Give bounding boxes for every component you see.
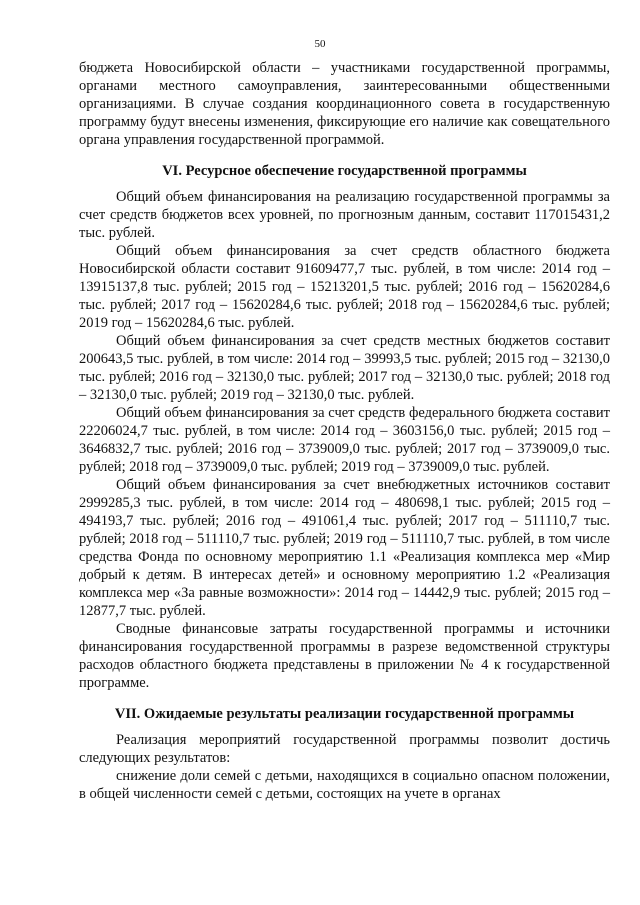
page-number: 50 bbox=[314, 38, 326, 50]
section-7-paragraph-1: Реализация мероприятий государственной программы позволит достичь следующих результатов: bbox=[79, 732, 610, 766]
section-7-heading: VII. Ожидаемые результаты реализации государственной программы bbox=[114, 706, 575, 722]
section-6-paragraph-4: Общий объем финансирования за счет средств федерального бюджета составит 22206024,7 тыс. рублей, в том числе: 2014 год – 3603156,0 тыс. рублей; 2015 год – 3646832,7 тыс. рублей; 2016 год – 3739009,0 тыс. рублей; 2017 год – 3739009,0 тыс. рублей; 2018 год – 3739009,0 тыс. рублей; 2019 год – 3739009,0 тыс. рублей. bbox=[79, 405, 610, 475]
section-6-paragraph-6: Сводные финансовые затраты государственной программы и источники финансирования государственной программы в разрезе ведомственной структуры расходов областного бюджета представлены в приложении № 4 к государственной программе. bbox=[79, 621, 610, 691]
section-6-paragraph-1: Общий объем финансирования на реализацию государственной программы за счет средств бюджетов всех уровней, по прогнозным данным, составит 117015431,2 тыс. рублей. bbox=[79, 189, 610, 241]
page-content bbox=[79, 59, 610, 803]
section-6-heading: VI. Ресурсное обеспечение государственной программы bbox=[162, 163, 527, 179]
section-6-paragraph-2: Общий объем финансирования за счет средств областного бюджета Новосибирской области составит 91609477,7 тыс. рублей, в том числе: 2014 год – 13915137,8 тыс. рублей; 2015 год – 15213201,5 тыс. рублей; 2016 год – 15620284,6 тыс. рублей; 2017 год – 15620284,6 тыс. рублей; 2018 год – 15620284,6 тыс. рублей; 2019 год – 15620284,6 тыс. рублей. bbox=[79, 243, 610, 331]
section-7-paragraph-2: снижение доли семей с детьми, находящихся в социально опасном положении, в общей численности семей с детьми, состоящих на учете в органах bbox=[79, 768, 610, 802]
section-6-paragraph-3: Общий объем финансирования за счет средств местных бюджетов составит 200643,5 тыс. рублей, в том числе: 2014 год – 39993,5 тыс. рублей; 2015 год – 32130,0 тыс. рублей; 2016 год – 32130,0 тыс. рублей; 2017 год – 32130,0 тыс. рублей; 2018 год – 32130,0 тыс. рублей; 2019 год – 32130,0 тыс. рублей. bbox=[79, 333, 610, 403]
intro-paragraph: бюджета Новосибирской области – участниками государственной программы, органами местного самоуправления, заинтересованными общественными организациями. В случае создания координационного совета в государственную программу будут внесены изменения, фиксирующие его наличие как совещательного органа управления государственной программой. bbox=[79, 60, 610, 148]
section-6-paragraph-5: Общий объем финансирования за счет внебюджетных источников составит 2999285,3 тыс. рублей, в том числе: 2014 год – 480698,1 тыс. рублей; 2015 год – 494193,7 тыс. рублей; 2016 год – 491061,4 тыс. рублей; 2017 год – 511110,7 тыс. рублей; 2018 год – 511110,7 тыс. рублей; 2019 год – 511110,7 тыс. рублей, в том числе средства Фонда по основному мероприятию 1.1 «Реализация комплекса мер «Мир добрый к детям. В интересах детей» и основному мероприятию 1.2 «Реализация комплекса мер «За равные возможности»: 2014 год – 14442,9 тыс. рублей; 2015 год – 12877,7 тыс. рублей. bbox=[79, 477, 610, 619]
